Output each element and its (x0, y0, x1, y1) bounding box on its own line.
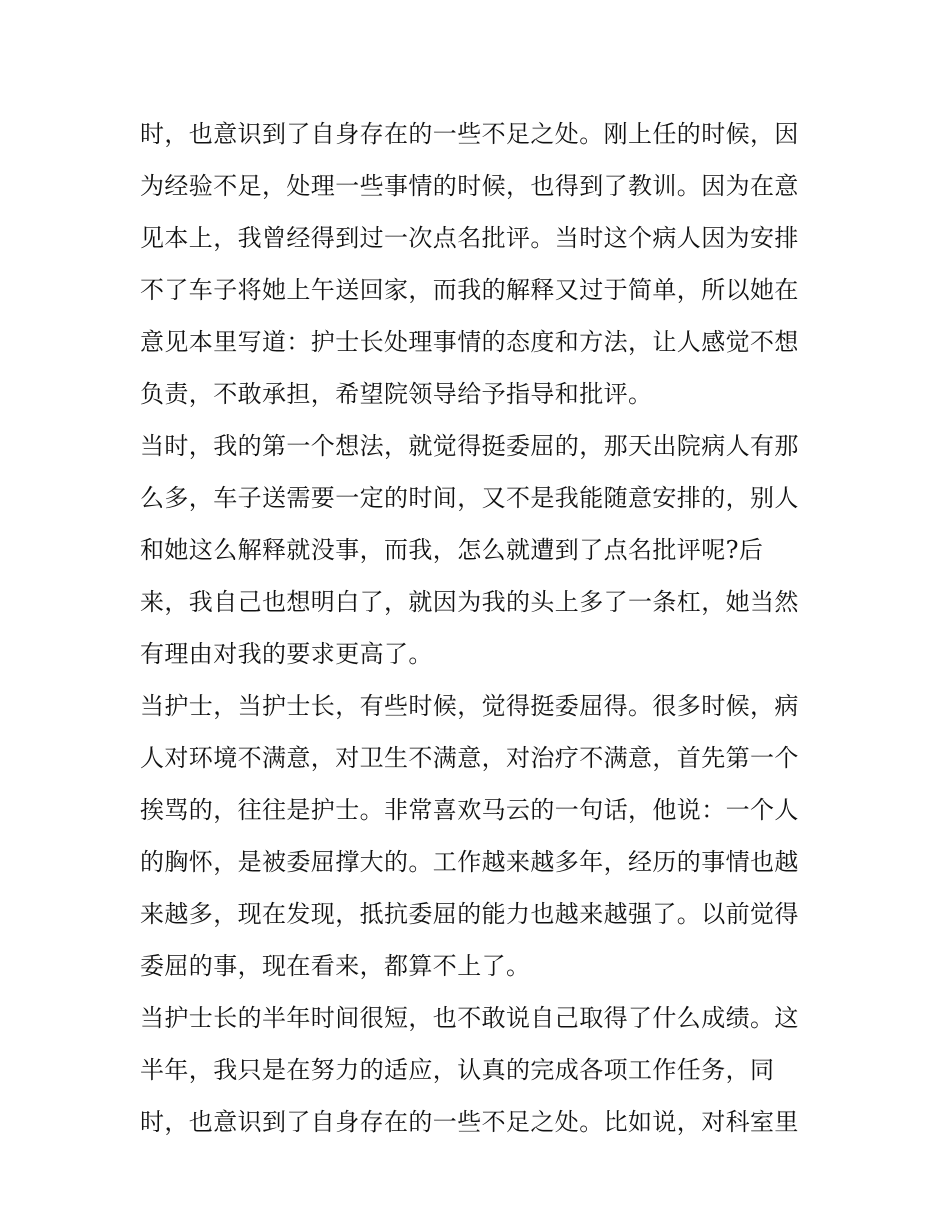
text-line-6: 负责，不敢承担，希望院领导给予指导和批评。 (140, 380, 653, 408)
text-line-18: 当护士长的半年时间很短，也不敢说自己取得了什么成绩。这 (140, 1004, 799, 1032)
text-line-7: 当时，我的第一个想法，就觉得挺委屈的，那天出院病人有那 (140, 432, 799, 460)
text-line-16: 来越多，现在发现，抵抗委屈的能力也越来越强了。以前觉得 (140, 900, 799, 928)
text-line-3: 见本上，我曾经得到过一次点名批评。当时这个病人因为安排 (140, 224, 799, 252)
text-line-14: 挨骂的，往往是护士。非常喜欢马云的一句话，他说：一个人 (140, 796, 799, 824)
text-line-1: 时，也意识到了自身存在的一些不足之处。刚上任的时候，因 (140, 120, 799, 148)
text-line-5: 意见本里写道：护士长处理事情的态度和方法，让人感觉不想 (140, 328, 799, 356)
text-line-4: 不了车子将她上午送回家，而我的解释又过于简单，所以她在 (140, 276, 799, 304)
text-line-2: 为经验不足，处理一些事情的时候，也得到了教训。因为在意 (140, 172, 799, 200)
text-line-8: 么多，车子送需要一定的时间，又不是我能随意安排的，别人 (140, 484, 799, 512)
text-line-13: 人对环境不满意，对卫生不满意，对治疗不满意，首先第一个 (140, 744, 799, 772)
text-line-11: 有理由对我的要求更高了。 (140, 640, 433, 668)
text-line-9: 和她这么解释就没事，而我，怎么就遭到了点名批评呢?后 (140, 536, 764, 564)
text-line-20: 时，也意识到了自身存在的一些不足之处。比如说，对科室里 (140, 1108, 799, 1136)
text-line-17: 委屈的事，现在看来，都算不上了。 (140, 952, 531, 980)
text-line-15: 的胸怀，是被委屈撑大的。工作越来越多年，经历的事情也越 (140, 848, 799, 876)
text-line-10: 来，我自己也想明白了，就因为我的头上多了一条杠，她当然 (140, 588, 799, 616)
text-line-19: 半年，我只是在努力的适应，认真的完成各项工作任务，同 (140, 1056, 775, 1084)
document-body (140, 108, 820, 1148)
text-line-12: 当护士，当护士长，有些时候，觉得挺委屈得。很多时候，病 (140, 692, 799, 720)
